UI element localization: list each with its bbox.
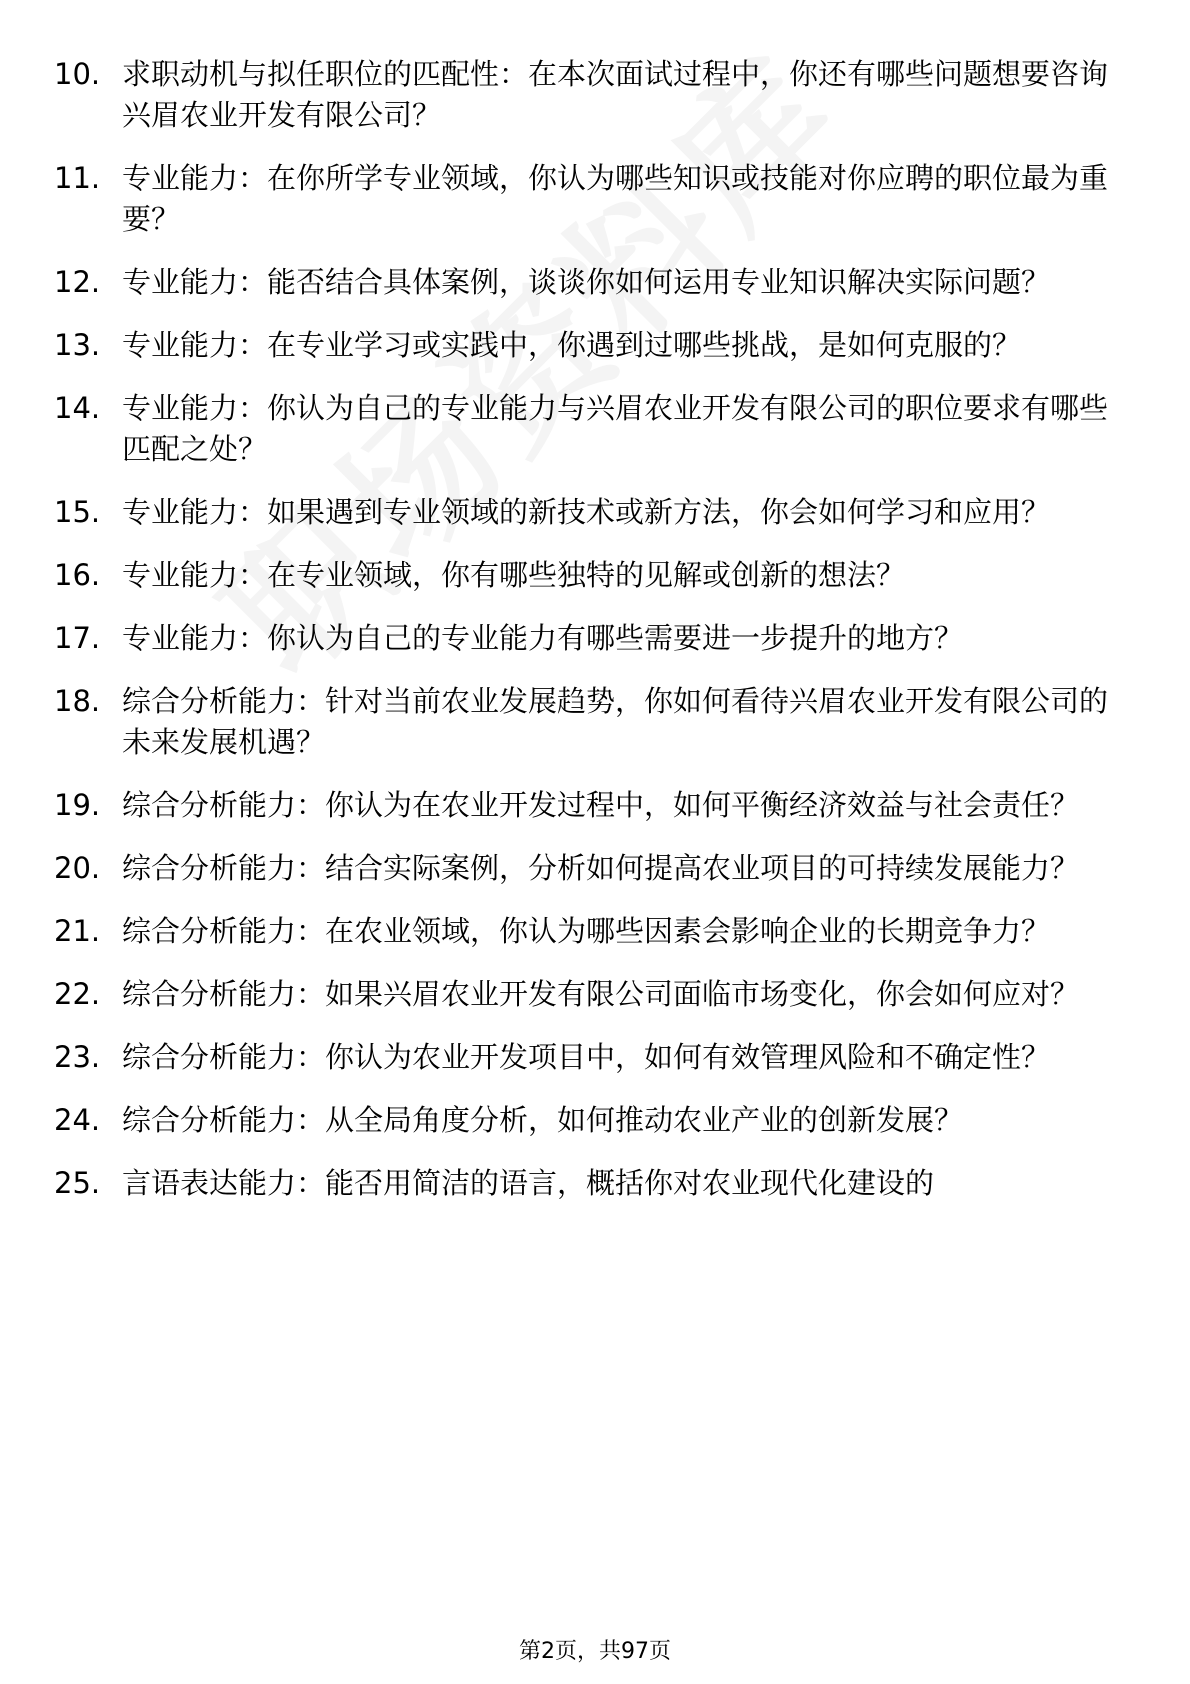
- question-number: 22.: [54, 977, 101, 1011]
- question-text: 专业能力：如果遇到专业领域的新技术或新方法，你会如何学习和应用？: [122, 495, 1051, 529]
- question-number: 12.: [54, 265, 101, 299]
- question-item: [0, 158, 1190, 240]
- question-number: 14.: [54, 391, 101, 425]
- question-text: 专业能力：能否结合具体案例，谈谈你如何运用专业知识解决实际问题？: [122, 265, 1051, 299]
- question-number: 21.: [54, 914, 101, 948]
- question-text: 专业能力：在你所学专业领域，你认为哪些知识或技能对你应聘的职位最为重要？: [122, 161, 1109, 236]
- question-text: 专业能力：在专业学习或实践中，你遇到过哪些挑战，是如何克服的？: [122, 328, 1022, 362]
- question-text: 综合分析能力：你认为在农业开发过程中，如何平衡经济效益与社会责任？: [122, 788, 1080, 822]
- question-item: [0, 618, 1190, 659]
- question-item: [0, 54, 1190, 136]
- question-item: [0, 1163, 1190, 1204]
- question-item: [0, 555, 1190, 596]
- question-item: [0, 1037, 1190, 1078]
- question-number: 15.: [54, 495, 101, 529]
- question-text: 专业能力：你认为自己的专业能力与兴眉农业开发有限公司的职位要求有哪些匹配之处？: [122, 391, 1109, 466]
- question-text: 综合分析能力：你认为农业开发项目中，如何有效管理风险和不确定性？: [122, 1040, 1051, 1074]
- question-item: [0, 785, 1190, 826]
- question-text: 综合分析能力：从全局角度分析，如何推动农业产业的创新发展？: [122, 1103, 964, 1137]
- question-text: 综合分析能力：针对当前农业发展趋势，你如何看待兴眉农业开发有限公司的未来发展机遇？: [122, 684, 1109, 759]
- question-text: 专业能力：你认为自己的专业能力有哪些需要进一步提升的地方？: [122, 621, 964, 655]
- question-number: 23.: [54, 1040, 101, 1074]
- question-number: 18.: [54, 684, 101, 718]
- question-text: 综合分析能力：如果兴眉农业开发有限公司面临市场变化，你会如何应对？: [122, 977, 1080, 1011]
- question-number: 13.: [54, 328, 101, 362]
- question-text: 专业能力：在专业领域，你有哪些独特的见解或创新的想法？: [122, 558, 906, 592]
- question-number: 17.: [54, 621, 101, 655]
- question-list: [0, 54, 1190, 1226]
- question-item: [0, 1100, 1190, 1141]
- question-number: 25.: [54, 1166, 101, 1200]
- question-item: [0, 681, 1190, 763]
- question-item: [0, 848, 1190, 889]
- question-text: 言语表达能力：能否用简洁的语言，概括你对农业现代化建设的: [122, 1166, 935, 1200]
- question-item: [0, 262, 1190, 303]
- question-item: [0, 388, 1190, 470]
- question-number: 19.: [54, 788, 101, 822]
- question-number: 20.: [54, 851, 101, 885]
- question-number: 16.: [54, 558, 101, 592]
- question-number: 11.: [54, 161, 101, 195]
- question-text: 求职动机与拟任职位的匹配性：在本次面试过程中，你还有哪些问题想要咨询兴眉农业开发有限公司？: [122, 57, 1109, 132]
- question-item: [0, 492, 1190, 533]
- question-item: [0, 325, 1190, 366]
- question-item: [0, 974, 1190, 1015]
- question-text: 综合分析能力：在农业领域，你认为哪些因素会影响企业的长期竞争力？: [122, 914, 1051, 948]
- question-number: 10.: [54, 57, 101, 91]
- page-footer: 第2页，共97页: [519, 1639, 671, 1664]
- question-number: 24.: [54, 1103, 101, 1137]
- question-text: 综合分析能力：结合实际案例，分析如何提高农业项目的可持续发展能力？: [122, 851, 1080, 885]
- question-item: [0, 911, 1190, 952]
